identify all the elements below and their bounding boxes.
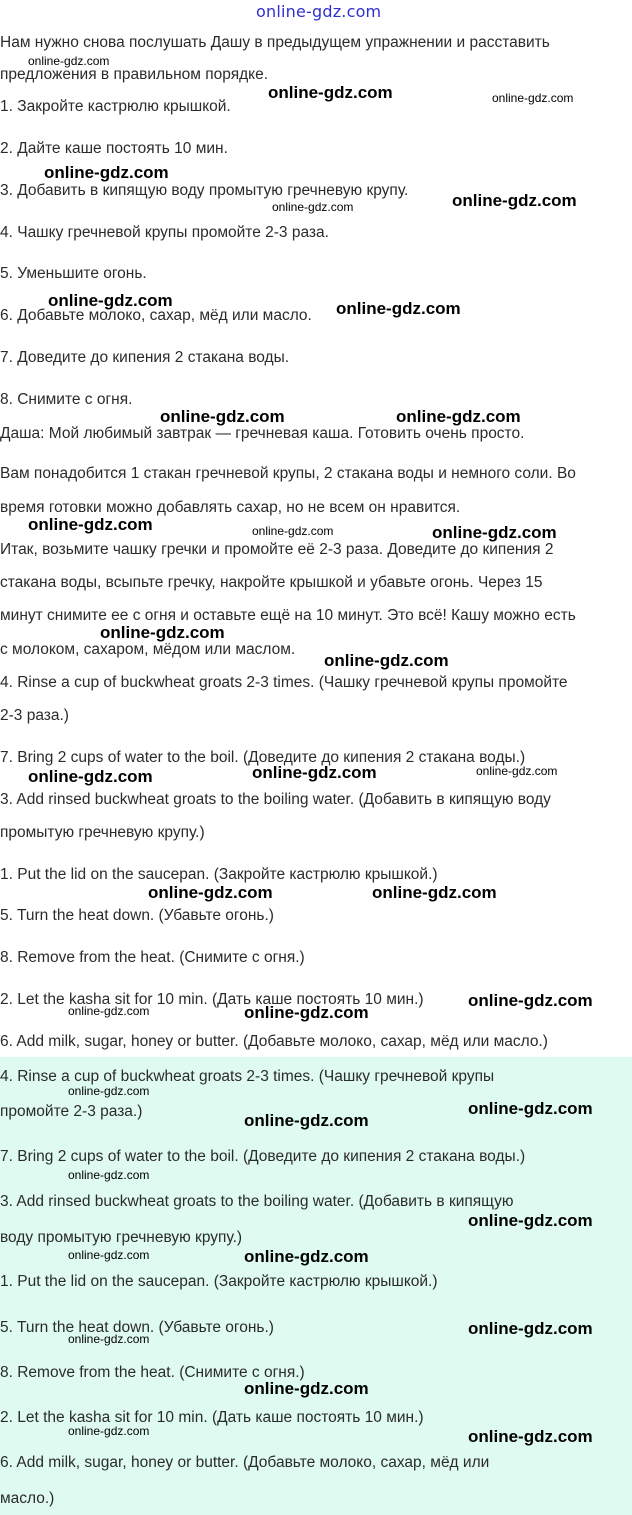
dasha-text-2: Вам понадобится 1 стакан гречневой крупы, 2 стакана воды и немного соли. Во (0, 465, 576, 482)
answer-3b: воду промытую гречневую крупу.) (0, 1229, 243, 1246)
sentence-7: 7. Доведите до кипения 2 стакана воды. (0, 349, 290, 366)
dasha-text-3: время готовки можно добавлять сахар, но не всем он нравится. (0, 499, 461, 516)
watermark: online-gdz.com (148, 883, 273, 902)
watermark: online-gdz.com (68, 1424, 150, 1438)
intro-line-2: предложения в правильном порядке. (0, 66, 269, 83)
translation-2: 2. Let the kasha sit for 10 min. (Дать каше постоять 10 мин.) (0, 991, 424, 1008)
watermark: online-gdz.com (68, 1248, 150, 1262)
translation-7: 7. Bring 2 cups of water to the boil. (Доведите до кипения 2 стакана воды.) (0, 749, 526, 766)
answer-3a: 3. Add rinsed buckwheat groats to the boiling water. (Добавить в кипящую (0, 1193, 514, 1210)
watermark: online-gdz.com (468, 1319, 593, 1338)
watermark: online-gdz.com (68, 1168, 150, 1182)
answer-2: 2. Let the kasha sit for 10 min. (Дать каше постоять 10 мин.) (0, 1409, 424, 1426)
dasha-text-5: стакана воды, всыпьте гречку, накройте крышкой и убавьте огонь. Через 15 (0, 574, 543, 591)
watermark: online-gdz.com (268, 83, 393, 102)
watermark: online-gdz.com (244, 1003, 369, 1022)
translation-4b: 2-3 раза.) (0, 707, 69, 724)
sentence-6: 6. Добавьте молоко, сахар, мёд или масло. (0, 307, 312, 324)
answer-1: 1. Put the lid on the saucepan. (Закройте кастрюлю крышкой.) (0, 1273, 438, 1290)
sentence-5: 5. Уменьшите огонь. (0, 265, 147, 282)
translation-6: 6. Add milk, sugar, honey or butter. (Добавьте молоко, сахар, мёд или масло.) (0, 1033, 548, 1050)
sentence-8: 8. Снимите с огня. (0, 391, 133, 408)
watermark: online-gdz.com (244, 1379, 369, 1398)
watermark: online-gdz.com (68, 1084, 150, 1098)
answer-7: 7. Bring 2 cups of water to the boil. (Доведите до кипения 2 стакана воды.) (0, 1148, 526, 1165)
watermark: online-gdz.com (44, 163, 169, 182)
intro-line-1: Нам нужно снова послушать Дашу в предыдущем упражнении и расставить (0, 34, 550, 51)
answer-4b: промойте 2-3 раза.) (0, 1103, 143, 1120)
answer-4a: 4. Rinse a cup of buckwheat groats 2-3 times. (Чашку гречневой крупы (0, 1068, 495, 1085)
watermark: online-gdz.com (28, 515, 153, 534)
watermark: online-gdz.com (372, 883, 497, 902)
sentence-1: 1. Закройте кастрюлю крышкой. (0, 98, 231, 115)
watermark: online-gdz.com (68, 1332, 150, 1346)
dasha-text-1: Даша: Мой любимый завтрак — гречневая каша. Готовить очень просто. (0, 425, 525, 442)
watermark: online-gdz.com (160, 407, 285, 426)
watermark: online-gdz.com (468, 1099, 593, 1118)
watermark: online-gdz.com (492, 91, 574, 105)
watermark: online-gdz.com (252, 524, 334, 538)
watermark: online-gdz.com (244, 1111, 369, 1130)
watermark: online-gdz.com (432, 523, 557, 542)
watermark: online-gdz.com (272, 200, 354, 214)
site-header-watermark: online-gdz.com (256, 2, 382, 21)
answer-6a: 6. Add milk, sugar, honey or butter. (Добавьте молоко, сахар, мёд или (0, 1454, 490, 1471)
watermark: online-gdz.com (324, 651, 449, 670)
watermark: online-gdz.com (252, 763, 377, 782)
dasha-text-6: минут снимите ее с огня и оставьте ещё на 10 минут. Это всё! Кашу можно есть (0, 607, 576, 624)
watermark: online-gdz.com (28, 767, 153, 786)
watermark: online-gdz.com (48, 291, 173, 310)
watermark: online-gdz.com (336, 299, 461, 318)
watermark: online-gdz.com (468, 1211, 593, 1230)
watermark: online-gdz.com (468, 1427, 593, 1446)
translation-3a: 3. Add rinsed buckwheat groats to the boiling water. (Добавить в кипящую воду (0, 791, 551, 808)
dasha-text-7: с молоком, сахаром, мёдом или маслом. (0, 641, 296, 658)
watermark: online-gdz.com (452, 191, 577, 210)
watermark: online-gdz.com (468, 991, 593, 1010)
watermark: online-gdz.com (28, 54, 110, 68)
watermark: online-gdz.com (100, 623, 225, 642)
translation-1: 1. Put the lid on the saucepan. (Закройте кастрюлю крышкой.) (0, 866, 438, 883)
translation-3b: промытую гречневую крупу.) (0, 824, 205, 841)
answer-5: 5. Turn the heat down. (Убавьте огонь.) (0, 1319, 274, 1336)
watermark: online-gdz.com (476, 764, 558, 778)
translation-8: 8. Remove from the heat. (Снимите с огня.) (0, 949, 305, 966)
watermark: online-gdz.com (396, 407, 521, 426)
translation-5: 5. Turn the heat down. (Убавьте огонь.) (0, 907, 274, 924)
translation-4a: 4. Rinse a cup of buckwheat groats 2-3 times. (Чашку гречневой крупы промойте (0, 674, 568, 691)
dasha-text-4: Итак, возьмите чашку гречки и промойте её 2-3 раза. Доведите до кипения 2 (0, 541, 554, 558)
answer-6b: масло.) (0, 1490, 55, 1507)
sentence-4: 4. Чашку гречневой крупы промойте 2-3 раза. (0, 224, 329, 241)
sentence-3: 3. Добавить в кипящую воду промытую гречневую крупу. (0, 182, 409, 199)
watermark: online-gdz.com (244, 1247, 369, 1266)
sentence-2: 2. Дайте каше постоять 10 мин. (0, 140, 228, 157)
watermark: online-gdz.com (68, 1004, 150, 1018)
answer-8: 8. Remove from the heat. (Снимите с огня.) (0, 1364, 305, 1381)
